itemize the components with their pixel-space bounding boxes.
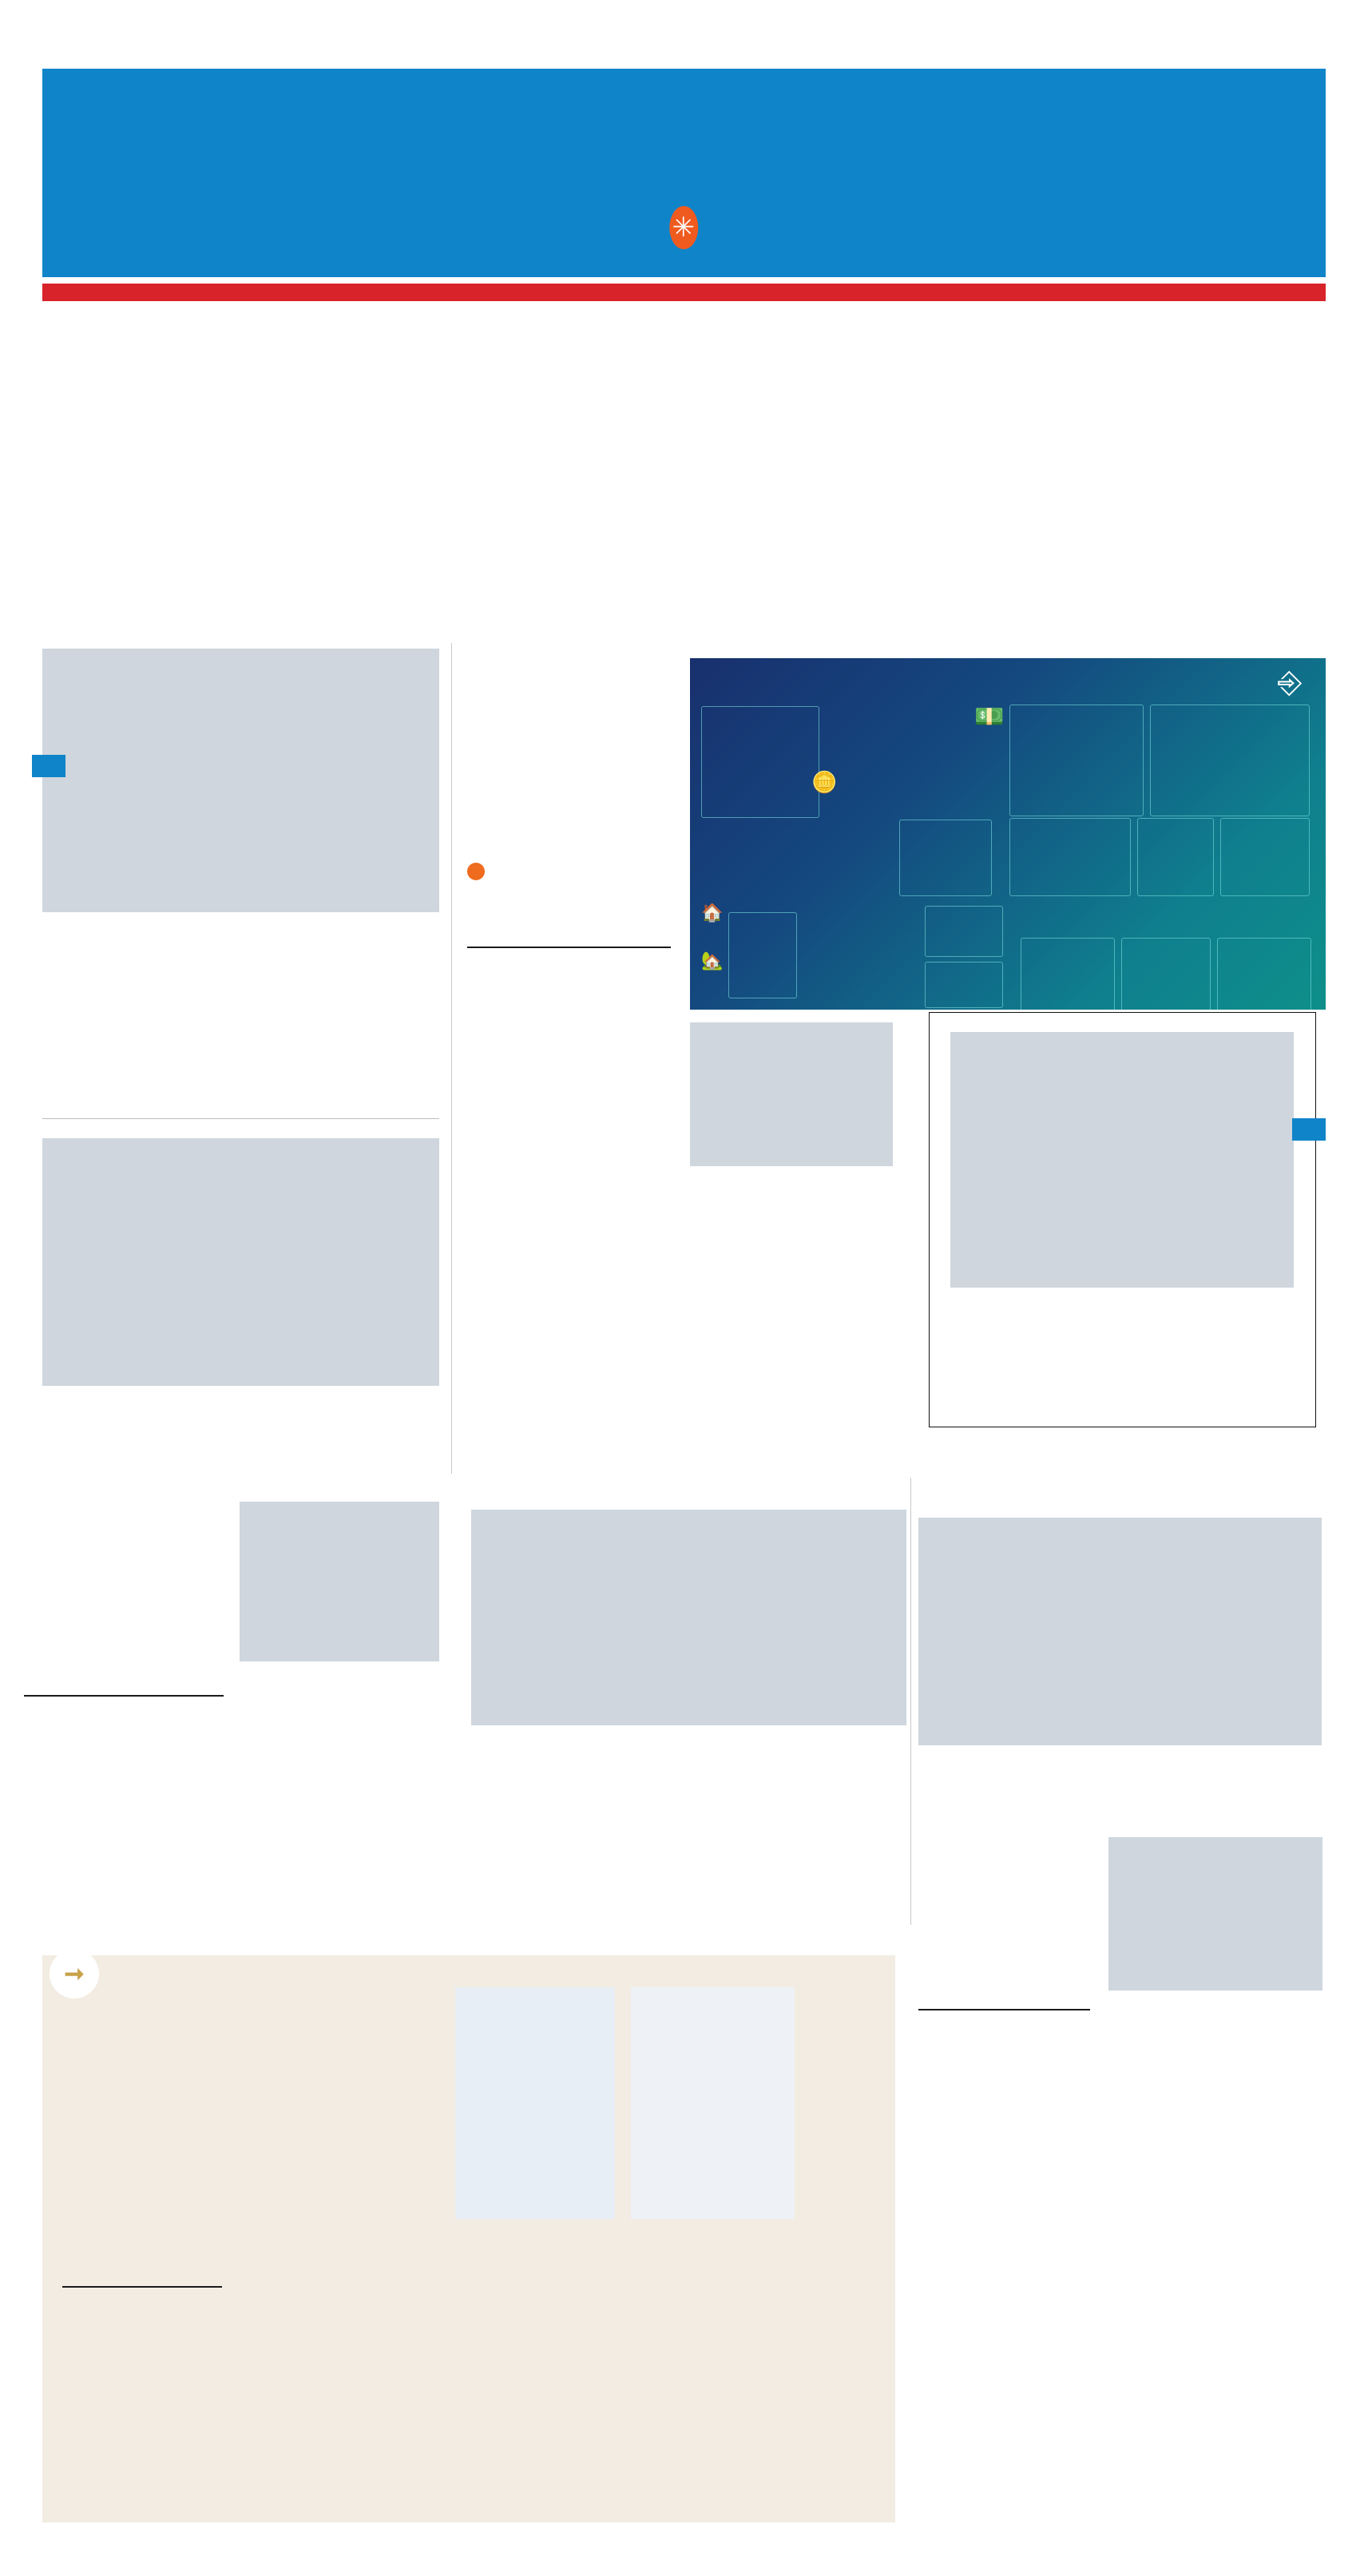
masthead-logo [42,69,1326,277]
menores-photo [42,1138,439,1386]
divider-lead [467,947,671,948]
info-photo-patrol-2 [1150,705,1310,816]
menores-photo-2 [240,1502,439,1661]
masthead-red-rule [42,284,1326,301]
divider-menores [24,1695,224,1697]
barcode [1112,2448,1313,2515]
info-photo-fire [1021,938,1115,1010]
arranca-photo-2 [1108,1837,1322,1991]
section-tag-nacion-right [1292,1118,1326,1141]
divider-v-2 [910,1478,911,1925]
arranca-photo [918,1518,1322,1745]
info-photo-mayor [701,706,819,818]
missing-poster-2 [631,1987,795,2219]
section-tag-nacion-left [32,755,65,777]
divider-left-1 [42,1118,439,1119]
masthead [42,69,1326,277]
crest-glyph: ⎆ [1277,666,1303,700]
info-photo-uniform [1220,818,1310,896]
starburst-icon [669,206,698,249]
info-photo-motos-2 [1009,818,1131,896]
info-photo-park [925,962,1003,1008]
divider-v-1 [451,643,452,1474]
info-photo-patrol-1 [1009,705,1144,816]
saltillo-crest-icon [1268,668,1311,698]
info-photo-works-1 [728,912,797,998]
lead-photo-patrols [690,1022,893,1166]
iran-photo [950,1032,1294,1288]
missing-poster-1 [455,1987,615,2219]
info-photo-people [925,906,1003,957]
home-icon: 🏠 [701,903,724,923]
info-photo-forest [1217,938,1311,1010]
house-icon-2: 🏡 [701,951,724,970]
coins-icon: 🪙 [811,770,838,794]
info-photo-ambulance [1121,938,1211,1010]
info-photo-vest [1137,818,1214,896]
divider-arranca [918,2009,1090,2010]
security-infographic [690,658,1326,1010]
arrow-right-icon: ➞ [50,1949,99,1998]
manolo-photo [471,1510,906,1725]
lead-bullet-icon [467,863,485,880]
fracking-photo [42,649,439,912]
money-icon: 💵 [974,704,1005,730]
info-photo-motos-1 [899,820,992,896]
divider-desaparecen [62,2286,222,2288]
